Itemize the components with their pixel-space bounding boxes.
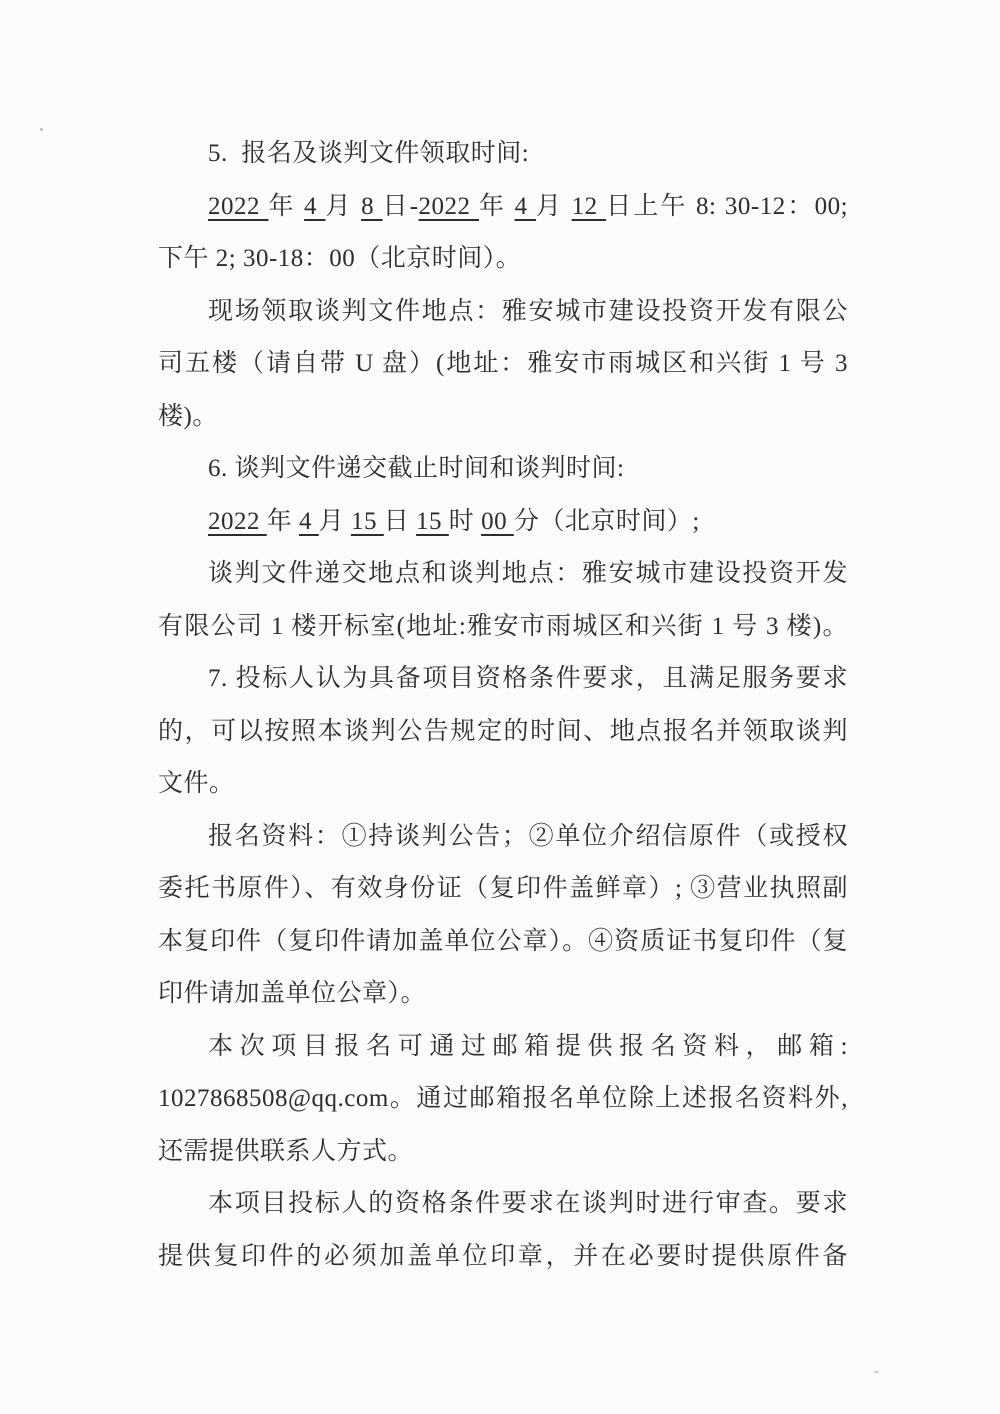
text-segment: 年 <box>268 192 305 220</box>
text-line-12 <box>158 706 848 759</box>
text-segment: 谈判文件递交地点和谈判地点：雅安城市建设投资开发 <box>208 560 848 587</box>
text-segment: 现场领取谈判文件地点：雅安城市建设投资开发有限公 <box>208 297 848 325</box>
text-line-9 <box>158 548 848 601</box>
text-segment: 7. 投标人认为具备项目资格条件要求，且满足服务要求 <box>208 665 848 692</box>
underlined-value: 4 <box>304 192 326 220</box>
text-segment: 6. 谈判文件递交截止时间和谈判时间: <box>208 455 625 482</box>
text-segment: 楼)。 <box>158 402 218 430</box>
text-segment: 年 <box>478 192 515 220</box>
text-line-21 <box>158 1178 848 1231</box>
text-segment: 月 <box>318 507 352 535</box>
text-line-19 <box>158 1073 848 1126</box>
document-text-block <box>158 128 848 1283</box>
text-line-1 <box>158 128 848 181</box>
text-segment: 年 <box>266 507 300 535</box>
text-segment: 还需提供联系人方式。 <box>158 1137 414 1165</box>
text-line-18 <box>158 1021 848 1074</box>
text-segment: 日- <box>382 192 419 220</box>
text-segment: 本项目投标人的资格条件要求在谈判时进行审查。要求 <box>208 1190 848 1217</box>
text-segment: 司五楼（请自带 U 盘）(地址：雅安市雨城区和兴街 1 号 3 <box>158 350 848 377</box>
text-segment: 有限公司 1 楼开标室(地址:雅安市雨城区和兴街 1 号 3 楼)。 <box>158 612 848 640</box>
text-segment: 下午 2; 30-18：00（北京时间）。 <box>158 245 522 272</box>
text-segment: 1027868508@qq.com。通过邮箱报名单位除上述报名资料外, <box>158 1085 848 1112</box>
underlined-value: 15 <box>351 507 384 535</box>
text-segment: 本次项目报名可通过邮箱提供报名资料，邮箱: <box>208 1032 848 1060</box>
text-line-5 <box>158 338 848 391</box>
text-segment: 本复印件（复印件请加盖单位公章）。④资质证书复印件（复 <box>158 927 848 955</box>
underlined-value: 2022 <box>418 192 479 220</box>
underlined-value: 2022 <box>208 507 267 535</box>
underlined-value: 8 <box>361 192 383 220</box>
text-segment: 日上午 8: 30-12：00; <box>606 192 849 220</box>
underlined-value: 00 <box>481 507 514 535</box>
text-line-3 <box>158 233 848 286</box>
text-segment: 日 <box>383 507 417 535</box>
text-segment: 月 <box>325 192 362 220</box>
text-line-15 <box>158 863 848 916</box>
text-line-10 <box>158 601 848 654</box>
text-line-14 <box>158 811 848 864</box>
text-segment: 文件。 <box>158 770 235 797</box>
text-segment: 提供复印件的必须加盖单位印章，并在必要时提供原件备 <box>158 1242 848 1270</box>
text-line-16 <box>158 916 848 969</box>
text-segment: 报名资料：①持谈判公告；②单位介绍信原件（或授权 <box>208 822 848 850</box>
text-line-13 <box>158 758 848 811</box>
underlined-value: 4 <box>514 192 537 220</box>
text-line-7 <box>158 443 848 496</box>
text-line-22 <box>158 1231 848 1284</box>
scan-speck <box>40 128 43 131</box>
text-segment: 分（北京时间）; <box>513 507 700 535</box>
underlined-value: 2022 <box>208 192 269 220</box>
underlined-value: 15 <box>416 507 449 535</box>
text-line-20 <box>158 1126 848 1179</box>
text-segment: 月 <box>536 192 572 220</box>
text-line-2 <box>158 181 848 234</box>
text-segment: 时 <box>448 507 482 535</box>
text-line-6 <box>158 391 848 444</box>
text-line-8 <box>158 496 848 549</box>
text-line-11 <box>158 653 848 706</box>
underlined-value: 4 <box>299 507 319 535</box>
text-segment: 5. 报名及谈判文件领取时间: <box>208 140 530 167</box>
scan-speck <box>874 1371 879 1373</box>
underlined-value: 12 <box>571 192 607 220</box>
text-line-17 <box>158 968 848 1021</box>
text-segment: 印件请加盖单位公章）。 <box>158 980 427 1007</box>
text-segment: 的，可以按照本谈判公告规定的时间、地点报名并领取谈判 <box>158 717 848 745</box>
text-segment: 委托书原件）、有效身份证（复印件盖鲜章）; ③营业执照副 <box>158 875 848 902</box>
text-line-4 <box>158 286 848 339</box>
